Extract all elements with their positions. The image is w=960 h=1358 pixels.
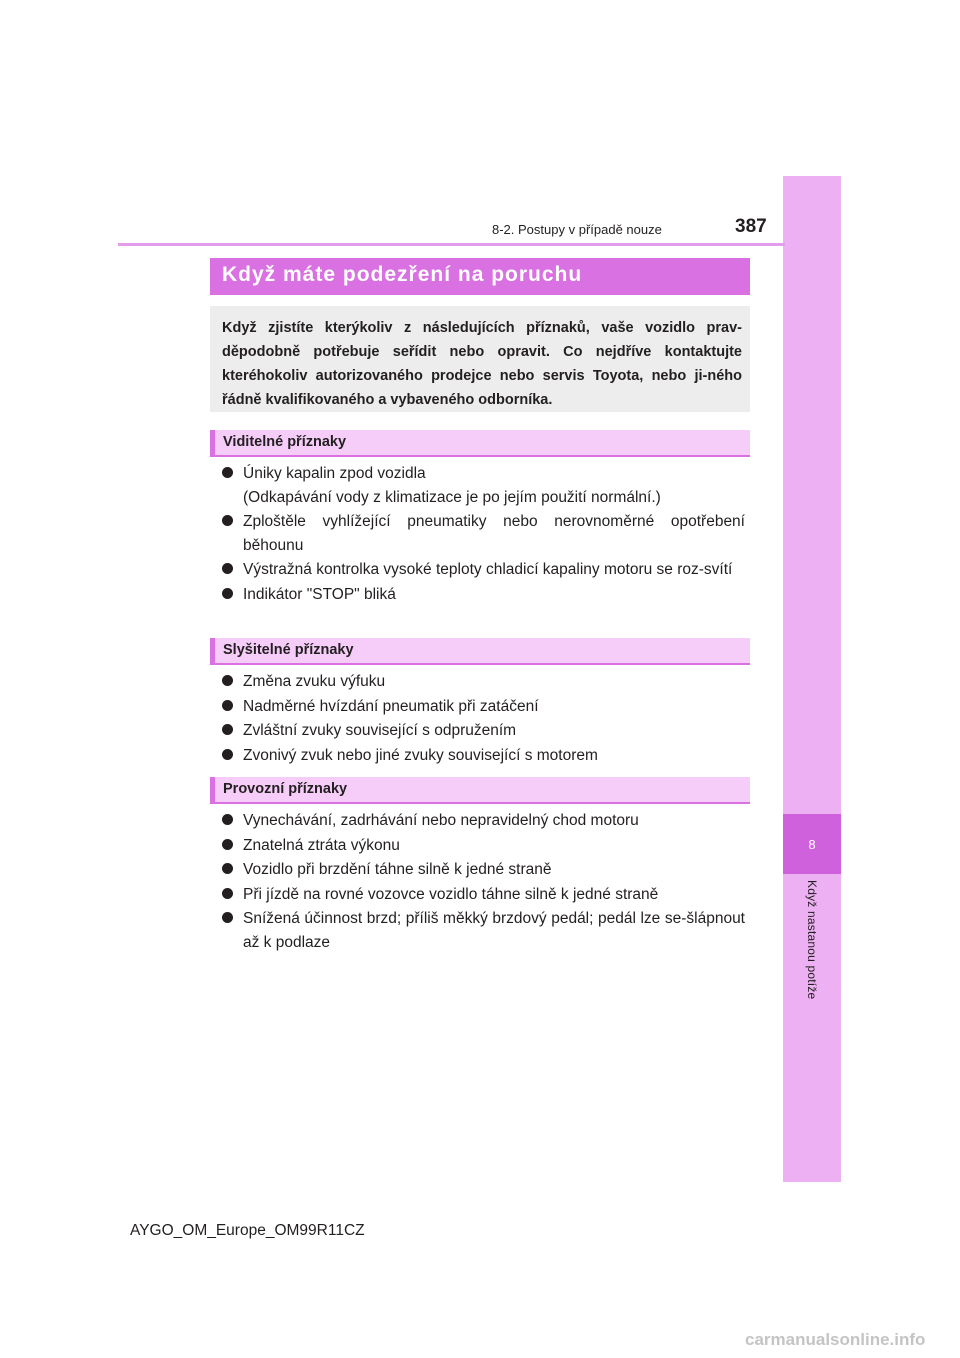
chapter-sidebar xyxy=(783,176,841,1182)
bullet-icon xyxy=(222,912,233,923)
chapter-number-tab xyxy=(783,814,841,874)
bullet-icon xyxy=(222,700,233,711)
bullet-icon xyxy=(222,515,233,526)
bullet-icon xyxy=(222,814,233,825)
header-rule xyxy=(118,243,785,246)
list-item: Zploštěle vyhlížející pneumatiky nebo nerovnoměrné opotřebení běhounu xyxy=(220,510,745,557)
bullet-icon xyxy=(222,724,233,735)
bullet-icon xyxy=(222,675,233,686)
bullet-icon xyxy=(222,839,233,850)
list-item: Výstražná kontrolka vysoké teploty chladicí kapaliny motoru se roz-svítí xyxy=(220,558,745,582)
list-visible-symptoms xyxy=(220,462,745,606)
list-audible-symptoms xyxy=(220,670,745,767)
list-item: Při jízdě na rovné vozovce vozidlo táhne silně k jedné straně xyxy=(220,883,745,907)
chapter-title: Když nastanou potíže xyxy=(805,880,819,1000)
chapter-title-vertical xyxy=(783,880,841,1030)
page-number: 387 xyxy=(735,216,767,237)
list-item: Znatelná ztráta výkonu xyxy=(220,834,745,858)
list-item: Zvláštní zvuky související s odpružením xyxy=(220,719,745,743)
page-title: Když máte podezření na poruchu xyxy=(210,258,750,295)
subheading-operational-symptoms: Provozní příznaky xyxy=(210,777,750,804)
bullet-icon xyxy=(222,749,233,760)
watermark: carmanualsonline.info xyxy=(745,1330,926,1349)
document-code-footer: AYGO_OM_Europe_OM99R11CZ xyxy=(130,1222,365,1239)
list-item: Změna zvuku výfuku xyxy=(220,670,745,694)
subheading-visible-symptoms: Viditelné příznaky xyxy=(210,430,750,457)
subheading-audible-symptoms: Slyšitelné příznaky xyxy=(210,638,750,665)
intro-box: Když zjistíte kterýkoliv z následujících příznaků, vaše vozidlo prav-děpodobně potřebuje seřídit nebo opravit. Co nejdříve kontaktujte kteréhokoliv autorizovaného prodejce nebo servis Toyota, nebo ji-ného řádně kvalifikovaného a vybaveného odborníka. xyxy=(210,306,750,412)
list-item-note: (Odkapávání vody z klimatizace je po jejím použití normální.) xyxy=(243,488,661,506)
list-item: Vynechávání, zadrhávání nebo nepravidelný chod motoru xyxy=(220,809,745,833)
list-operational-symptoms xyxy=(220,809,745,954)
bullet-icon xyxy=(222,588,233,599)
list-item: Indikátor "STOP" bliká xyxy=(220,583,745,607)
list-item: Snížená účinnost brzd; příliš měkký brzdový pedál; pedál lze se-šlápnout až k podlaze xyxy=(220,907,745,954)
bullet-icon xyxy=(222,467,233,478)
chapter-number: 8 xyxy=(808,836,816,852)
bullet-icon xyxy=(222,863,233,874)
list-item: Zvonivý zvuk nebo jiné zvuky související s motorem xyxy=(220,744,745,768)
bullet-icon xyxy=(222,888,233,899)
list-item: Vozidlo při brzdění táhne silně k jedné straně xyxy=(220,858,745,882)
bullet-icon xyxy=(222,563,233,574)
section-label: 8-2. Postupy v případě nouze xyxy=(492,222,662,237)
list-item: Úniky kapalin zpod vozidla (Odkapávání vody z klimatizace je po jejím použití normální.) xyxy=(220,462,745,509)
list-item: Nadměrné hvízdání pneumatik při zatáčení xyxy=(220,695,745,719)
